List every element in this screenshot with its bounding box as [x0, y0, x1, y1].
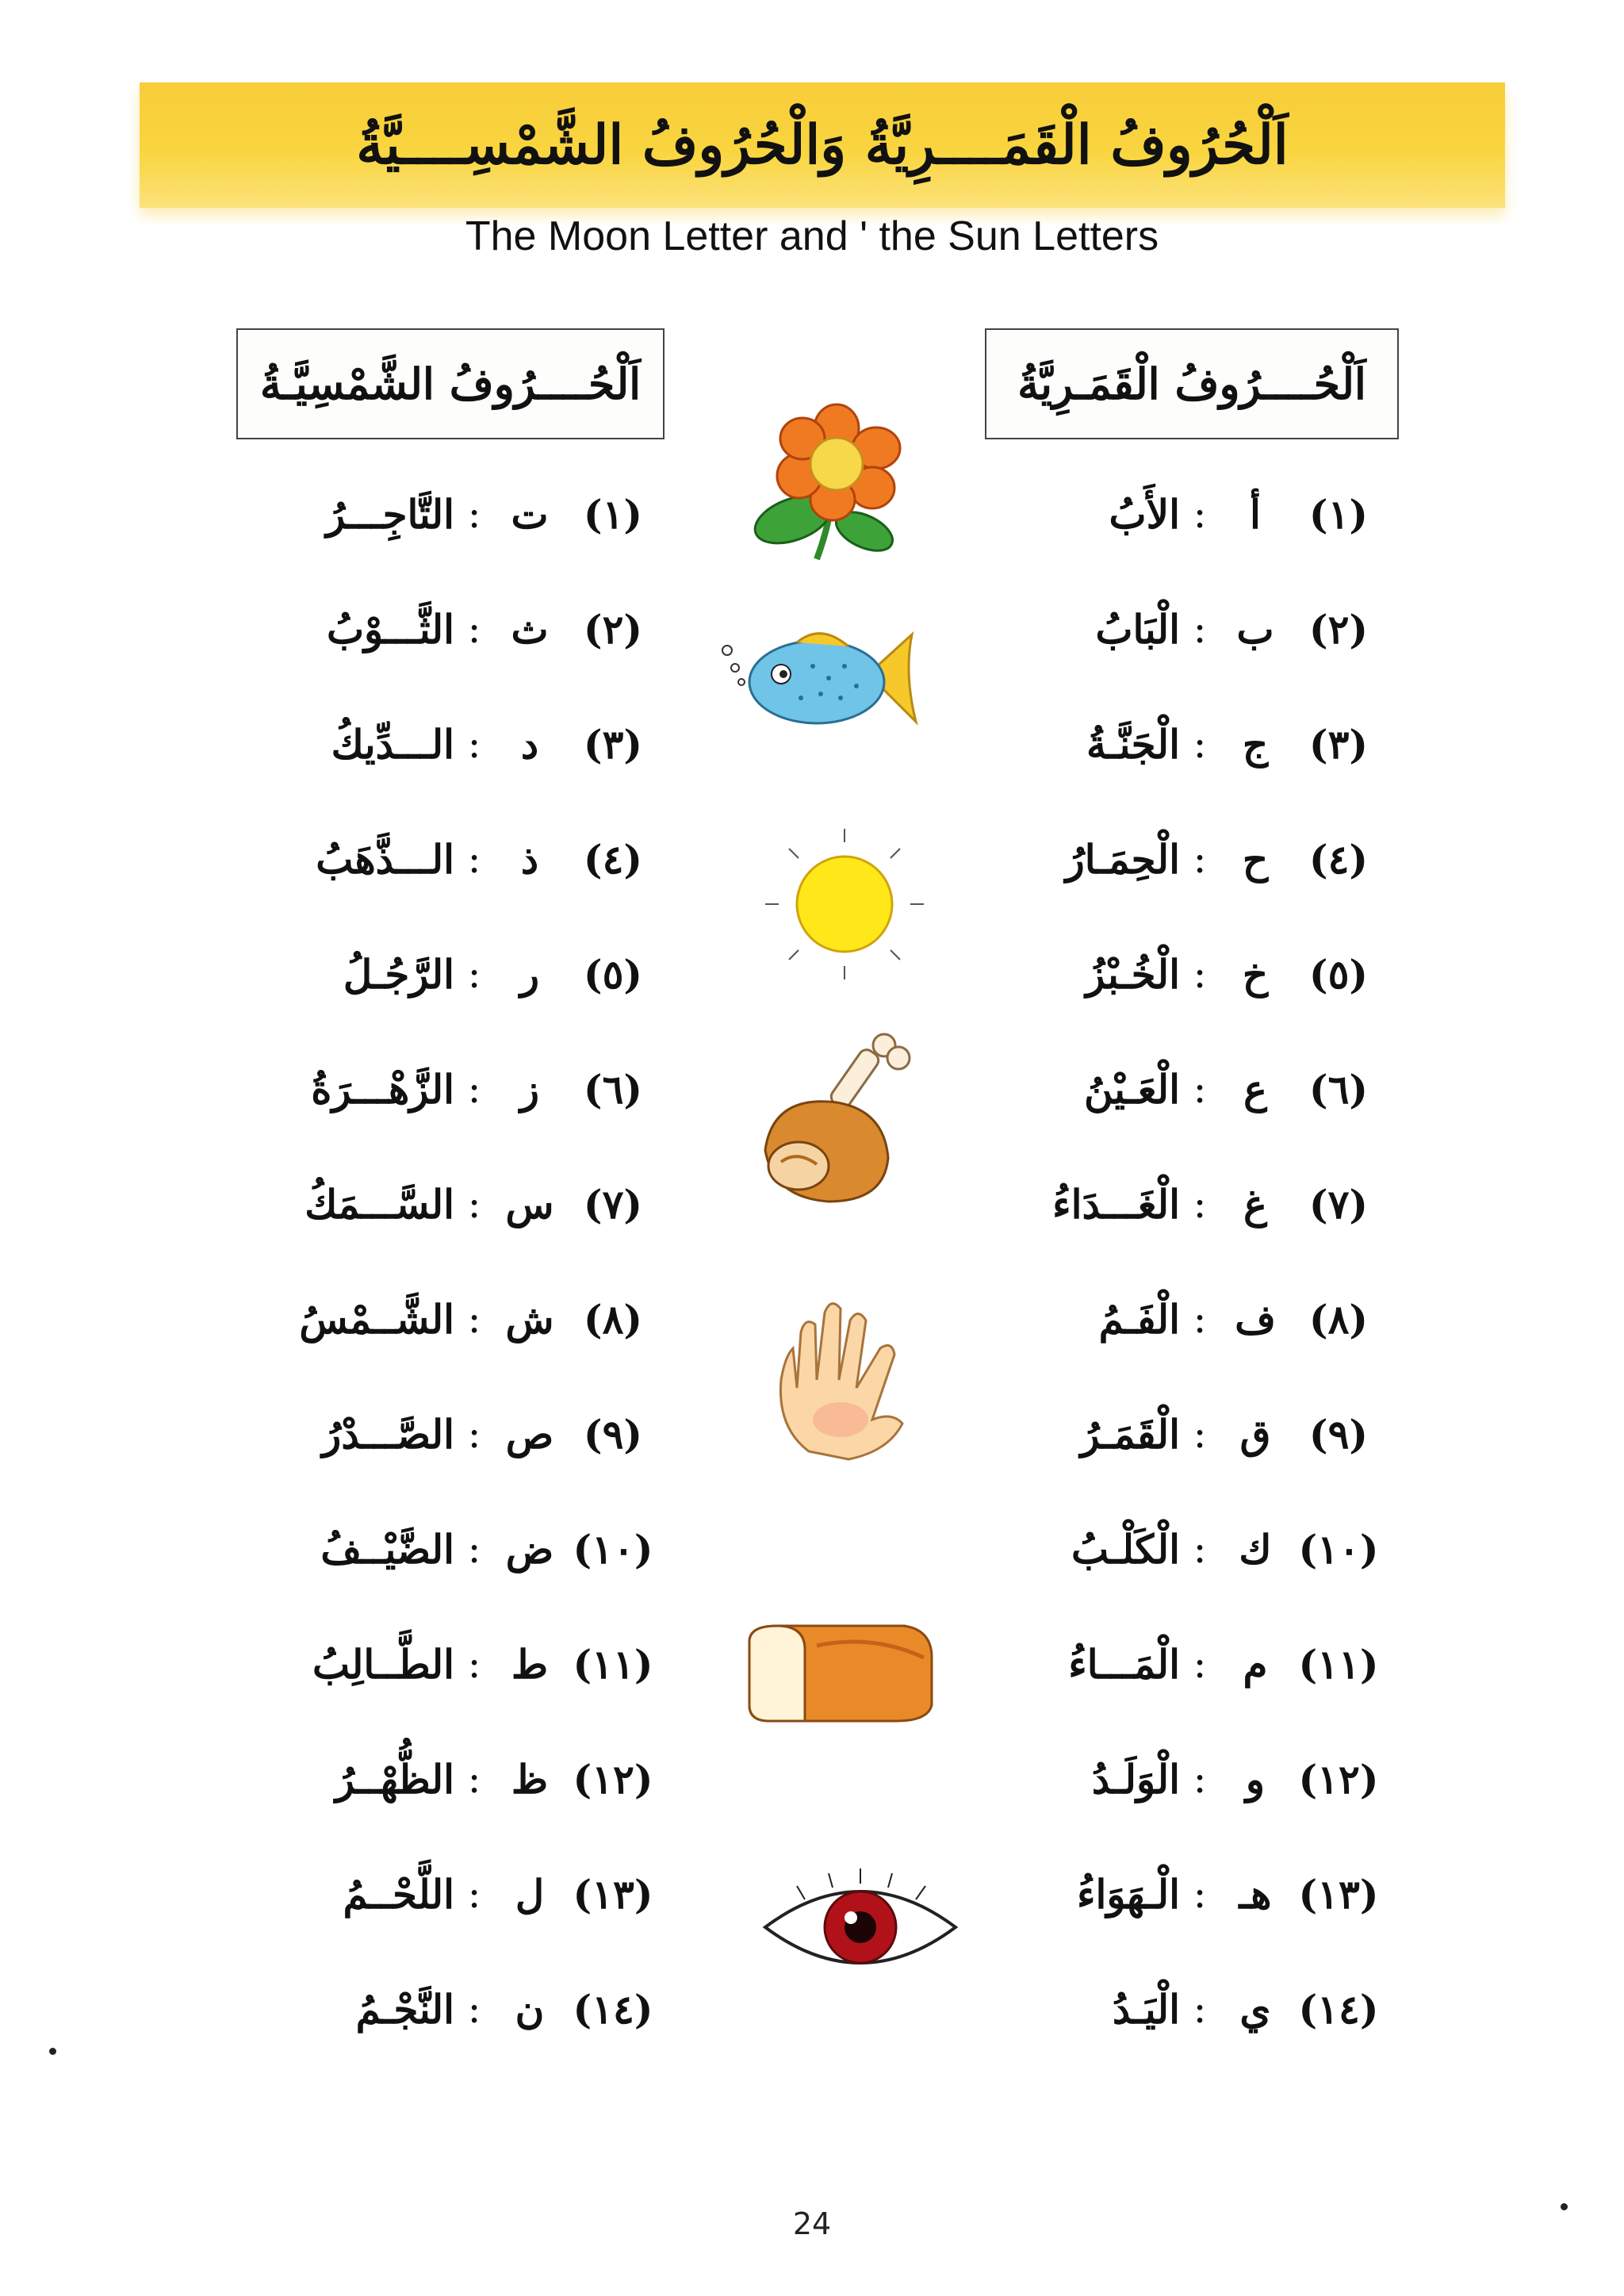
moon-letter-row: [910, 934, 1386, 1014]
row-colon: :: [467, 1756, 481, 1802]
row-number: (١٣): [1298, 1870, 1379, 1918]
sun-letter-row: [216, 1164, 661, 1244]
row-letter: ص: [505, 1410, 554, 1458]
row-letter: س: [505, 1180, 554, 1228]
row-number: (١١): [1298, 1640, 1379, 1688]
row-number: (٤): [1308, 835, 1369, 883]
row-word: الأَبُ: [1109, 490, 1180, 538]
row-letter: ع: [1243, 1065, 1267, 1113]
moon-letters-heading: اَلْحُــــرُوفُ الْقَمَـرِيَّةُ: [985, 328, 1399, 439]
row-letter: ش: [505, 1295, 554, 1343]
row-letter: ظ: [511, 1755, 549, 1803]
row-word: الْخُـبْزُ: [1086, 950, 1180, 998]
sun-letter-row: [216, 474, 661, 554]
row-colon: :: [467, 1411, 481, 1457]
row-word: الشَّــمْسُ: [299, 1295, 454, 1343]
row-number: (٥): [1308, 950, 1369, 998]
row-colon: :: [467, 1296, 481, 1342]
row-letter: خ: [1242, 950, 1269, 998]
row-word: اللَّحْــمُ: [343, 1870, 454, 1918]
row-letter: ذ: [520, 835, 539, 883]
row-colon: :: [467, 1871, 481, 1917]
row-word: الرَّجُـلُ: [343, 950, 454, 998]
row-number: (١٣): [573, 1870, 653, 1918]
row-colon: :: [1193, 491, 1207, 537]
row-word: الصَّـــدْرُ: [322, 1410, 454, 1458]
sun-letter-row: [216, 1509, 661, 1589]
moon-letter-row: [910, 589, 1386, 669]
row-word: الزَّهْـــرَةُ: [311, 1065, 454, 1113]
flower-icon: [737, 401, 920, 567]
row-colon: :: [1193, 1871, 1207, 1917]
row-letter: غ: [1243, 1180, 1267, 1228]
row-number: (١٠): [573, 1525, 653, 1573]
sun-letter-row: [216, 1854, 661, 1934]
moon-letter-row: [910, 1739, 1386, 1819]
moon-letter-row: [910, 1049, 1386, 1129]
row-number: (٥): [583, 950, 643, 998]
row-letter: ف: [1235, 1295, 1276, 1343]
row-colon: :: [1193, 1296, 1207, 1342]
row-number: (٨): [583, 1295, 643, 1343]
sun-letter-row: [216, 704, 661, 784]
row-letter: أ: [1250, 490, 1261, 538]
row-word: الْجَنَّـةُ: [1086, 720, 1180, 768]
row-colon: :: [1193, 721, 1207, 767]
row-word: الْفَـمُ: [1098, 1295, 1180, 1343]
row-word: الثَّـــوْبُ: [326, 605, 454, 653]
row-number: (٨): [1308, 1295, 1369, 1343]
row-colon: :: [467, 1526, 481, 1572]
row-colon: :: [1193, 1411, 1207, 1457]
row-letter: ل: [515, 1870, 545, 1918]
row-colon: :: [1193, 1986, 1207, 2032]
page-number: 24: [792, 2206, 832, 2241]
sun-letter-row: [216, 819, 661, 899]
row-colon: :: [467, 1986, 481, 2032]
row-letter: ج: [1242, 720, 1269, 768]
moon-letter-row: [910, 1854, 1386, 1934]
row-word: الْغَـــدَاءُ: [1052, 1180, 1180, 1228]
row-letter: د: [520, 720, 539, 768]
row-letter: ت: [511, 490, 549, 538]
row-colon: :: [1193, 1066, 1207, 1112]
row-number: (١): [583, 490, 643, 538]
row-colon: :: [1193, 1756, 1207, 1802]
row-number: (١٢): [1298, 1755, 1379, 1803]
row-word: النَّجْـمُ: [355, 1985, 454, 2033]
row-word: الْحِمَـارُ: [1065, 835, 1180, 883]
page-title: اَلْحُرُوفُ الْقَمَــــرِيَّةُ وَالْحُرُوفُ الشَّمْسِــــيَّةُ: [356, 113, 1289, 177]
row-letter: ك: [1239, 1525, 1272, 1573]
sun-letter-row: [216, 1394, 661, 1474]
moon-letter-row: [910, 1509, 1386, 1589]
row-word: الْـهَوَاءُ: [1076, 1870, 1180, 1918]
row-word: الضَّيْــفُ: [320, 1525, 454, 1573]
eye-icon: [757, 1864, 963, 1991]
moon-letter-row: [910, 474, 1386, 554]
row-number: (٦): [583, 1065, 643, 1113]
row-word: الْعَـيْنُ: [1083, 1065, 1180, 1113]
row-number: (٣): [1308, 720, 1369, 768]
row-word: الْيَـدُ: [1112, 1985, 1180, 2033]
row-letter: ح: [1242, 835, 1269, 883]
row-word: الْوَلَـدُ: [1091, 1755, 1180, 1803]
row-number: (١٢): [573, 1755, 653, 1803]
row-colon: :: [1193, 1181, 1207, 1227]
moon-letter-row: [910, 1394, 1386, 1474]
row-number: (٧): [583, 1180, 643, 1228]
page-subtitle: The Moon Letter and ' the Sun Letters: [465, 213, 1159, 259]
title-banner: [140, 82, 1505, 208]
row-word: الـــدِّيكُ: [331, 720, 454, 768]
row-word: الْمَـــاءُ: [1068, 1640, 1180, 1688]
row-letter: و: [1245, 1755, 1266, 1803]
row-letter: هـ: [1239, 1870, 1272, 1918]
row-number: (٢): [583, 605, 643, 653]
row-letter: ي: [1239, 1985, 1271, 2033]
row-colon: :: [1193, 951, 1207, 997]
row-number: (٩): [1308, 1410, 1369, 1458]
row-colon: :: [1193, 1641, 1207, 1687]
row-number: (١٠): [1298, 1525, 1379, 1573]
row-colon: :: [467, 951, 481, 997]
row-colon: :: [467, 836, 481, 882]
row-number: (٣): [583, 720, 643, 768]
sun-letter-row: [216, 934, 661, 1014]
row-colon: :: [467, 1181, 481, 1227]
row-number: (١٤): [573, 1985, 653, 2033]
row-letter: ب: [1236, 605, 1274, 653]
row-colon: :: [1193, 1526, 1207, 1572]
sun-letter-row: [216, 1279, 661, 1359]
moon-letter-row: [910, 1279, 1386, 1359]
row-colon: :: [467, 606, 481, 652]
row-colon: :: [467, 1641, 481, 1687]
row-word: الـــذَّهَبُ: [316, 835, 454, 883]
row-word: السَّـــمَكُ: [304, 1180, 454, 1228]
row-number: (١٤): [1298, 1985, 1379, 2033]
meat-icon: [749, 1031, 932, 1213]
sun-letter-row: [216, 1049, 661, 1129]
row-number: (٩): [583, 1410, 643, 1458]
fish-icon: [718, 619, 928, 738]
row-letter: ق: [1239, 1410, 1271, 1458]
sun-letter-row: [216, 589, 661, 669]
sun-letter-row: [216, 1969, 661, 2049]
hand-icon: [761, 1285, 920, 1467]
bread-icon: [737, 1610, 944, 1729]
moon-letter-row: [910, 1969, 1386, 2049]
row-colon: :: [467, 1066, 481, 1112]
row-word: الْكَلْـبُ: [1071, 1525, 1180, 1573]
sun-letter-row: [216, 1739, 661, 1819]
sun-letters-heading: اَلْحُــــرُوفُ الشَّمْسِيَّـةُ: [236, 328, 665, 439]
moon-letter-row: [910, 1164, 1386, 1244]
row-letter: ث: [511, 605, 549, 653]
row-colon: :: [1193, 606, 1207, 652]
row-word: الظُّهْــرُ: [335, 1755, 454, 1803]
row-number: (٧): [1308, 1180, 1369, 1228]
sun-letter-row: [216, 1624, 661, 1704]
row-word: الْبَابُ: [1095, 605, 1180, 653]
row-letter: ض: [505, 1525, 554, 1573]
row-letter: ز: [519, 1065, 540, 1113]
row-number: (٦): [1308, 1065, 1369, 1113]
row-letter: ن: [515, 1985, 545, 2033]
row-word: الْقَمَـرُ: [1080, 1410, 1180, 1458]
row-colon: :: [1193, 836, 1207, 882]
moon-letter-row: [910, 704, 1386, 784]
moon-letter-row: [910, 1624, 1386, 1704]
row-number: (١): [1308, 490, 1369, 538]
row-word: الطَّــالِبُ: [312, 1640, 454, 1688]
row-colon: :: [467, 491, 481, 537]
row-number: (٢): [1308, 605, 1369, 653]
moon-letter-row: [910, 819, 1386, 899]
row-word: التَّاجِـــرُ: [326, 490, 454, 538]
row-letter: ر: [519, 950, 540, 998]
row-number: (١١): [573, 1640, 653, 1688]
row-number: (٤): [583, 835, 643, 883]
row-letter: م: [1243, 1640, 1268, 1688]
row-colon: :: [467, 721, 481, 767]
speck-left: [49, 2048, 56, 2055]
sun-icon: [761, 825, 928, 983]
row-letter: ط: [511, 1640, 549, 1688]
